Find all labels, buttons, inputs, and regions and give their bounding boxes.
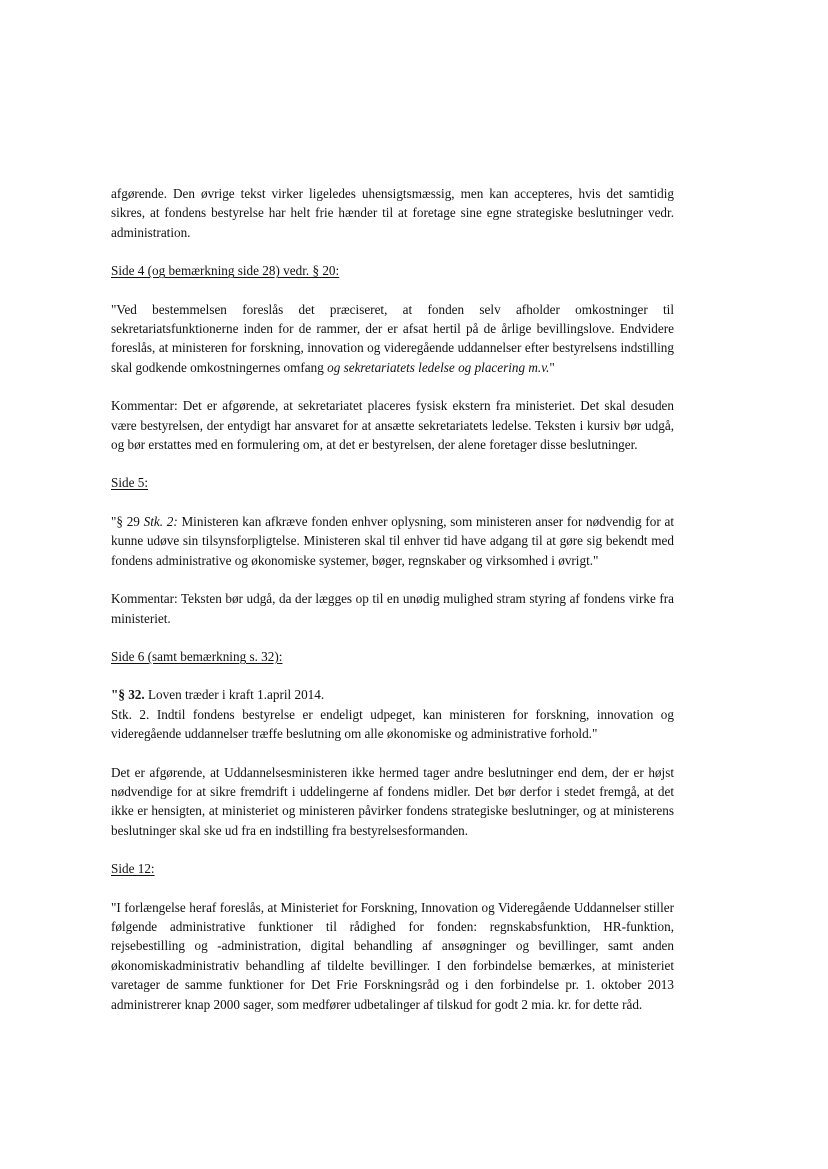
quote-line-1 xyxy=(111,685,674,704)
quote-close: " xyxy=(549,359,555,375)
quote-italic-stk: Stk. 2: xyxy=(143,513,178,529)
quote-paragraph-side-6 xyxy=(111,685,674,743)
quote-paragraph-number: "§ 32. xyxy=(111,687,145,703)
section-heading-side-12: Side 12: xyxy=(111,861,155,877)
quote-paragraph-side-12: "I forlængelse heraf foreslås, at Ministeriet for Forskning, Innovation og Videregående Uddannelser stiller følgende administrative funktioner til rådighed for fonden: regnskabsfunktion, HR-funktion, rejsebestilling og -administration, digital behandling af ansøgninger og bevillinger, samt anden økonomiskadministrativ behandling af tildelte bevillinger. I den forbindelse bemærkes, at ministeriet varetager de samme funktioner for Det Frie Forskningsråd og i den forbindelse pr. 1. oktober 2013 administrerer knap 2000 sager, som medfører udbetalinger af tilskud for godt 2 mia. kr. for dette råd. xyxy=(111,899,674,1012)
quote-paragraph-side-4 xyxy=(111,300,674,378)
quote-start: "§ 29 xyxy=(111,513,144,529)
quote-line-2: Stk. 2. Indtil fondens bestyrelse er endeligt udpeget, kan ministeren for forskning, innovation og videregående uddannelser træffe beslutning om alle økonomiske og administrative forhold." xyxy=(111,706,674,742)
paragraph-intro: afgørende. Den øvrige tekst virker ligeledes uhensigtsmæssig, men kan accepteres, hvis det samtidig sikres, at fondens bestyrelse har helt frie hænder til at foretage sine egne strategiske beslutninger vedr. administration. xyxy=(111,186,674,240)
section-heading-side-5: Side 5: xyxy=(111,475,148,491)
document-page xyxy=(111,184,674,1014)
comment-paragraph-side-6: Det er afgørende, at Uddannelsesministeren ikke hermed tager andre beslutninger end dem, der er højst nødvendige for at sikre fremdrift i uddelingerne af fondens midler. Det bør derfor i stedet fremgå, at det ikke er hensigten, at ministeriet og ministeren påvirker fondens strategiske beslutninger, og at ministerens beslutninger skal ske ud fra en indstilling fra bestyrelsesformanden. xyxy=(111,764,674,838)
comment-paragraph-side-5: Kommentar: Teksten bør udgå, da der lægges op til en unødig mulighed stram styring af fondens virke fra ministeriet. xyxy=(111,591,674,626)
quote-italic-text: og sekretariatets ledelse og placering m.v. xyxy=(327,359,550,375)
quote-paragraph-side-5 xyxy=(111,512,674,570)
comment-paragraph-side-4: Kommentar: Det er afgørende, at sekretariatet placeres fysisk ekstern fra ministeriet. Det skal desuden være bestyrelsen, der entydigt har ansvaret for at ansætte sekretariatets ledelse. Teksten i kursiv bør udgå, og bør erstattes med en formulering om, at det er bestyrelsen, der alene foretager disse beslutninger. xyxy=(111,398,674,453)
quote-text: "Ved bestemmelsen foreslås det præciseret, at fonden selv afholder omkostninger til sekretariatsfunktionerne inden for de rammer, der er afsat hertil på de årlige bevillingslove. Endvidere foreslås, at ministeren for forskning, innovation og videregående uddannelser efter bestyrelsens indstilling skal godkende omkostningernes omfang xyxy=(111,301,674,375)
section-heading-side-6: Side 6 (samt bemærkning s. 32): xyxy=(111,648,283,664)
quote-line-1-text: Loven træder i kraft 1.april 2014. xyxy=(144,687,325,703)
quote-rest: Ministeren kan afkræve fonden enhver oplysning, som ministeren anser for nødvendig for at kunne udøve sin tilsynsforpligtelse. Ministeren skal til enhver tid have adgang til at gøre sig bekendt med fondens administrative og økonomiske systemer, bøger, regnskaber og virksomhed i øvrigt." xyxy=(111,513,674,568)
section-heading-side-4: Side 4 (og bemærkning side 28) vedr. § 20: xyxy=(111,263,340,279)
